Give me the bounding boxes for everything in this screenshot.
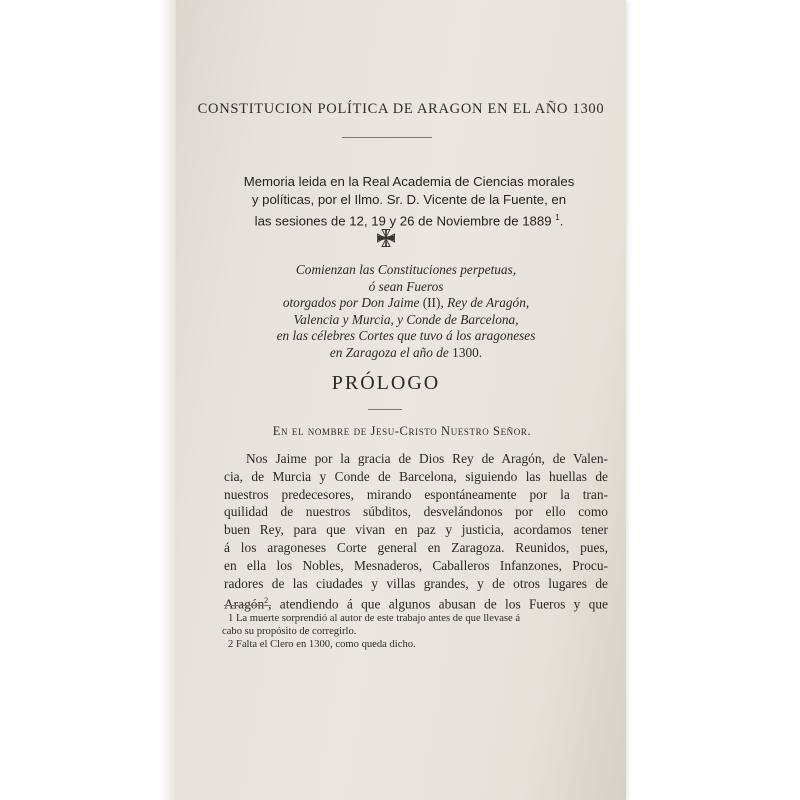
body-line: quilidad de nuestros súbditos, desvelándonos por ello como <box>224 504 608 520</box>
memoria-end-punct: . <box>559 213 564 229</box>
title-divider <box>342 137 432 138</box>
footnotes <box>222 612 612 651</box>
footnote-2: 2 Falta el Clero en 1300, como queda dicho. <box>228 639 416 650</box>
incipit-regnal-number: (II) <box>422 295 441 311</box>
incipit-text: , Rey de Aragón, <box>440 295 530 311</box>
body-line <box>224 592 608 613</box>
incipit-text: en Zaragoza el año de <box>329 344 449 360</box>
incipit-line: Valencia y Murcia, y Conde de Barcelona, <box>293 311 519 327</box>
body-line: á los aragoneses Corte general en Zaragoza. Reunidos, pues, <box>224 539 608 555</box>
invocation-line: En el nombre de Jesu-Cristo Nuestro Señor. <box>272 424 532 438</box>
memoria-line: Memoria leida en la Real Academia de Ciencias morales <box>243 174 575 189</box>
incipit-year: 1300. <box>452 344 483 360</box>
body-text-before: Aragón <box>224 596 265 612</box>
prologue-heading: PRÓLOGO <box>331 372 441 394</box>
incipit-block <box>206 262 606 362</box>
footnote-mark: 2 <box>264 596 269 606</box>
body-text-after: , atendiendo á que algunos abusan de los Fueros y que <box>268 596 608 612</box>
memoria-paragraph <box>220 173 598 230</box>
memoria-line <box>220 209 598 230</box>
document-title: CONSTITUCION POLÍTICA DE ARAGON EN EL AÑO 1300 <box>197 101 605 117</box>
body-line: cia, de Murcia y Conde de Barcelona, siguiendo las huellas de <box>224 468 608 484</box>
body-line: radores de las ciudades y villas grandes, y de otros lugares de <box>224 575 608 591</box>
incipit-line <box>206 295 606 312</box>
prologue-divider <box>368 409 402 410</box>
memoria-line-text: las sesiones de 12, 19 y 26 de Noviembre de 1889 <box>254 213 552 229</box>
footnote-mark: 1 <box>555 213 560 222</box>
cross-pattee-icon <box>376 228 396 248</box>
incipit-line <box>206 345 606 362</box>
body-line: Nos Jaime por la gracia de Dios Rey de Aragón, de Valen- <box>246 451 608 466</box>
incipit-line: en las célebres Cortes que tuvo á los aragoneses <box>276 328 536 344</box>
incipit-text: otorgados por Don Jaime <box>282 295 420 311</box>
footnote-1-cont: cabo su propósito de corregirlo. <box>222 626 357 637</box>
memoria-line: y políticas, por el Ilmo. Sr. D. Vicente de la Fuente, en <box>251 192 567 207</box>
incipit-line: Comienzan las Constituciones perpetuas, <box>295 262 517 277</box>
prologue-body <box>224 450 608 614</box>
body-line: en ella los Nobles, Mesnaderos, Caballeros Infanzones, Procu- <box>224 557 608 573</box>
body-line: buen Rey, para que vivan en paz y justicia, acordamos tener <box>224 522 608 538</box>
footnote-1: 1 La muerte sorprendió al autor de este trabajo antes de que llevase á <box>228 613 521 624</box>
book-page <box>176 0 626 800</box>
incipit-line: ó sean Fueros <box>368 278 444 294</box>
footnote-divider <box>224 605 271 606</box>
body-line: nuestros predecesores, mirando espontáneamente por la tran- <box>224 486 608 502</box>
